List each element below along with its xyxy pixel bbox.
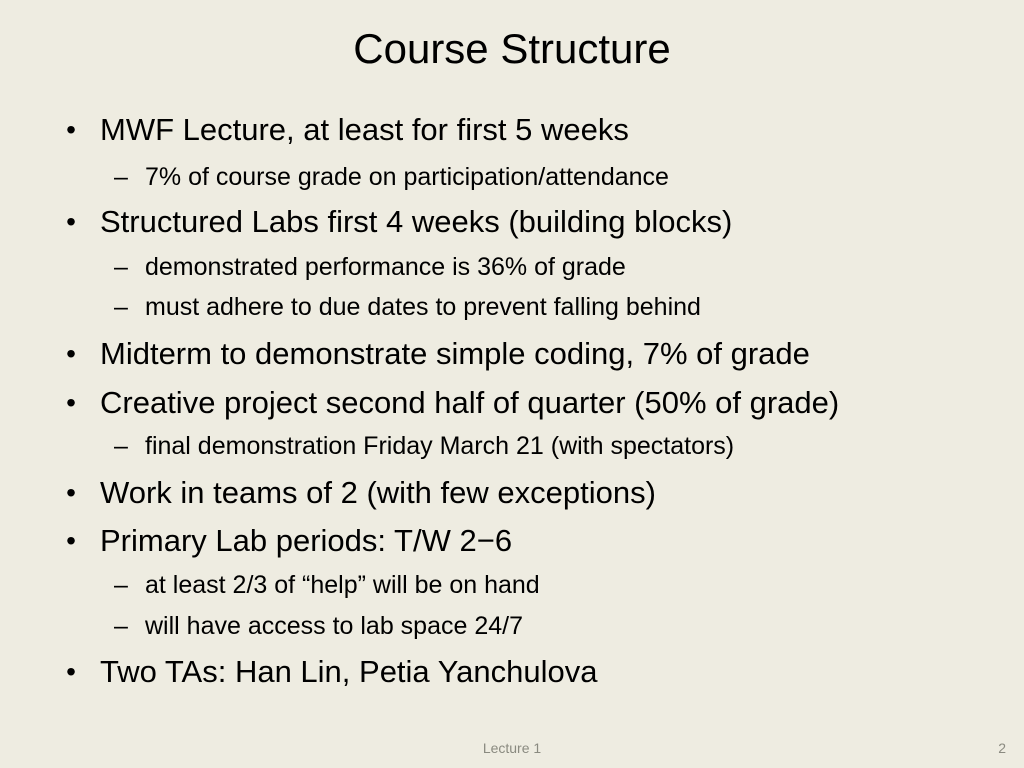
sub-bullet-marker: –	[114, 432, 128, 460]
slide-page-number: 2	[998, 740, 1006, 756]
bullet-text: Two TAs: Han Lin, Petia Yanchulova	[100, 654, 598, 689]
sub-bullet-text: demonstrated performance is 36% of grade	[145, 253, 626, 281]
bullet-marker: •	[66, 525, 76, 556]
bullet-text: MWF Lecture, at least for first 5 weeks	[100, 112, 629, 147]
sub-bullet-text: final demonstration Friday March 21 (with spectators)	[145, 432, 735, 460]
bullet-text: Work in teams of 2 (with few exceptions)	[100, 475, 656, 510]
sub-bullet-marker: –	[114, 571, 128, 599]
bullet-marker: •	[66, 114, 76, 145]
sub-bullet-text: at least 2/3 of “help” will be on hand	[145, 571, 540, 599]
bullet-marker: •	[66, 206, 76, 237]
sub-bullet-text: 7% of course grade on participation/attendance	[145, 163, 669, 191]
bullet-text: Midterm to demonstrate simple coding, 7% of grade	[100, 336, 810, 371]
sub-bullet-text: will have access to lab space 24/7	[145, 612, 523, 640]
footer-lecture-label: Lecture 1	[482, 740, 542, 756]
bullet-text: Structured Labs first 4 weeks (building blocks)	[100, 204, 733, 239]
bullet-marker: •	[66, 338, 76, 369]
bullet-marker: •	[66, 477, 76, 508]
bullet-marker: •	[66, 656, 76, 687]
sub-bullet-marker: –	[114, 253, 128, 281]
sub-bullet-marker: –	[114, 612, 128, 640]
bullet-text: Creative project second half of quarter (50% of grade)	[100, 385, 840, 420]
slide-title: Course Structure	[353, 25, 671, 72]
sub-bullet-marker: –	[114, 163, 128, 191]
bullet-marker: •	[66, 387, 76, 418]
sub-bullet-marker: –	[114, 293, 128, 321]
bullet-text: Primary Lab periods: T/W 2−6	[100, 523, 513, 558]
sub-bullet-text: must adhere to due dates to prevent falling behind	[145, 293, 701, 321]
